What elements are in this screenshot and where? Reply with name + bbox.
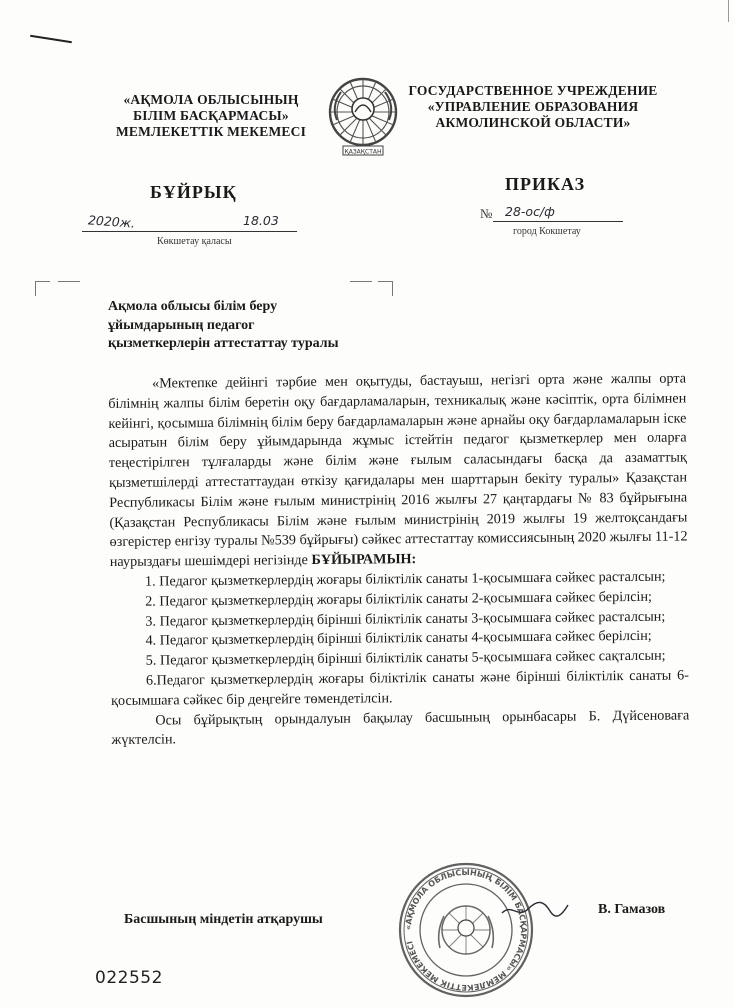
date-day-handwritten: 18.03 — [243, 213, 279, 228]
header-right-line: АКМОЛИНСКОЙ ОБЛАСТИ» — [435, 115, 631, 130]
corner-mark-left — [35, 281, 50, 296]
emblem-caption: ҚАЗАҚСТАН — [344, 148, 382, 156]
order-body — [108, 369, 690, 751]
order-item: 4. Педагог қызметкерлердің бірінші біліктілік санаты 4-қосымшаға сәйкес берілсін; — [145, 628, 652, 650]
corner-mark-right — [378, 281, 393, 296]
number-handwritten: 28-ос/ф — [505, 204, 555, 219]
preamble-text: «Мектепке дейінгі тәрбие мен оқытуды, бастауыш, негізгі орта және жалпы орта білімнің жалпы білім беретін оқу бағдарламаларын, техникалық және кәсіптік, орта білімнен кейінгі, қосымша білімнің білім беру бағдарламаларын және арнайы оқу бағдарламаларын іске асыратын білім беру ұйымдарында жұмыс істейтін педагог қызметкерлер мен оларға теңестірілген тұлғаларды және білім және ғылым саласындағы басқа да азаматтық қызметшілерді аттестаттаудан өткізу қағидалары мен шарттарын бекіту туралы» Қазақстан Республикасы Білім және ғылым министрінің 2016 жылғы 27 қаңтардағы № 83 бұйрығына (Қазақстан Республикасы Білім және ғылым министрінің 2019 жылғы 19 желтоқсандағы өзгерістер енгізу туралы №539 бұйрығы) сәйкес аттестаттау комиссиясының 2020 жылғы 11-12 наурыздағы шешімдері негізінде — [108, 370, 688, 571]
document-number: 022552 — [95, 968, 163, 988]
number-underline — [493, 221, 623, 222]
header-right-line: ГОСУДАРСТВЕННОЕ УЧРЕЖДЕНИЕ — [408, 83, 658, 98]
subject-line: ұйымдарының педагог — [108, 317, 255, 333]
scan-edge — [728, 0, 729, 22]
city-ru: город Кокшетау — [513, 226, 581, 237]
official-stamp-icon — [396, 860, 536, 1000]
order-item: 5. Педагог қызметкерлердің бірінші біліктілік санаты 5-қосымшаға сәйкес сақталсын; — [145, 647, 666, 669]
date-underline — [82, 231, 297, 232]
corner-mark-right-inner — [350, 281, 372, 296]
handwritten-signature — [500, 895, 570, 925]
decree-word: БҰЙЫРАМЫН: — [311, 551, 417, 569]
corner-mark-left-inner — [58, 281, 80, 296]
order-item: 6.Педагог қызметкерлердің жоғары біліктілік санаты және бірінші біліктілік санаты 6-қосымшаға сәйкес бір деңгейге төмендетілсін. — [111, 667, 689, 709]
subject-line: қызметкерлерін аттестаттау туралы — [108, 336, 339, 351]
order-title-ru: ПРИКАЗ — [505, 174, 586, 194]
header-left-line: «АҚМОЛА ОБЛЫСЫНЫҢ — [123, 92, 299, 107]
date-year-handwritten: 2020ж. — [87, 212, 136, 231]
subject-line: Ақмола облысы білім беру — [108, 299, 278, 314]
preamble-paragraph — [108, 369, 688, 573]
order-title-kz: БҰЙРЫҚ — [150, 182, 237, 202]
city-kz: Көкшетау қаласы — [157, 236, 232, 247]
state-emblem-icon — [327, 76, 399, 164]
signatory-name: В. Гамазов — [598, 902, 666, 917]
header-left-line: МЕМЛЕКЕТТІК МЕКЕМЕСІ — [115, 124, 307, 139]
header-left-org — [96, 92, 326, 140]
number-prefix: № — [480, 206, 493, 221]
signatory-position: Басшының міндетін атқарушы — [124, 912, 323, 927]
order-item: 3. Педагог қызметкерлердің бірінші біліктілік санаты 3-қосымшаға сәйкес расталсын; — [145, 608, 666, 630]
header-left-line: БІЛІМ БАСҚАРМАСЫ» — [133, 108, 289, 123]
header-right-line: «УПРАВЛЕНИЕ ОБРАЗОВАНИЯ — [427, 99, 639, 114]
order-item: 1. Педагог қызметкерлердің жоғары біліктілік санаты 1-қосымшаға сәйкес расталсын; — [144, 568, 666, 590]
scan-mark — [30, 35, 72, 44]
order-item: 2. Педагог қызметкерлердің жоғары біліктілік санаты 2-қосымшаға сәйкес берілсін; — [145, 588, 653, 610]
stamp-ring-text: «АҚМОЛА ОБЛЫСЫНЫҢ БІЛІМ БАСҚАРМАСЫ» МЕМЛЕКЕТТІК МЕКЕМЕСІ — [403, 867, 528, 993]
control-paragraph: Осы бұйрықтың орындалуын бақылау басшының орынбасары Б. Дүйсеноваға жүктелсін. — [111, 706, 690, 749]
header-right-org — [408, 83, 658, 131]
order-subject — [108, 298, 408, 354]
